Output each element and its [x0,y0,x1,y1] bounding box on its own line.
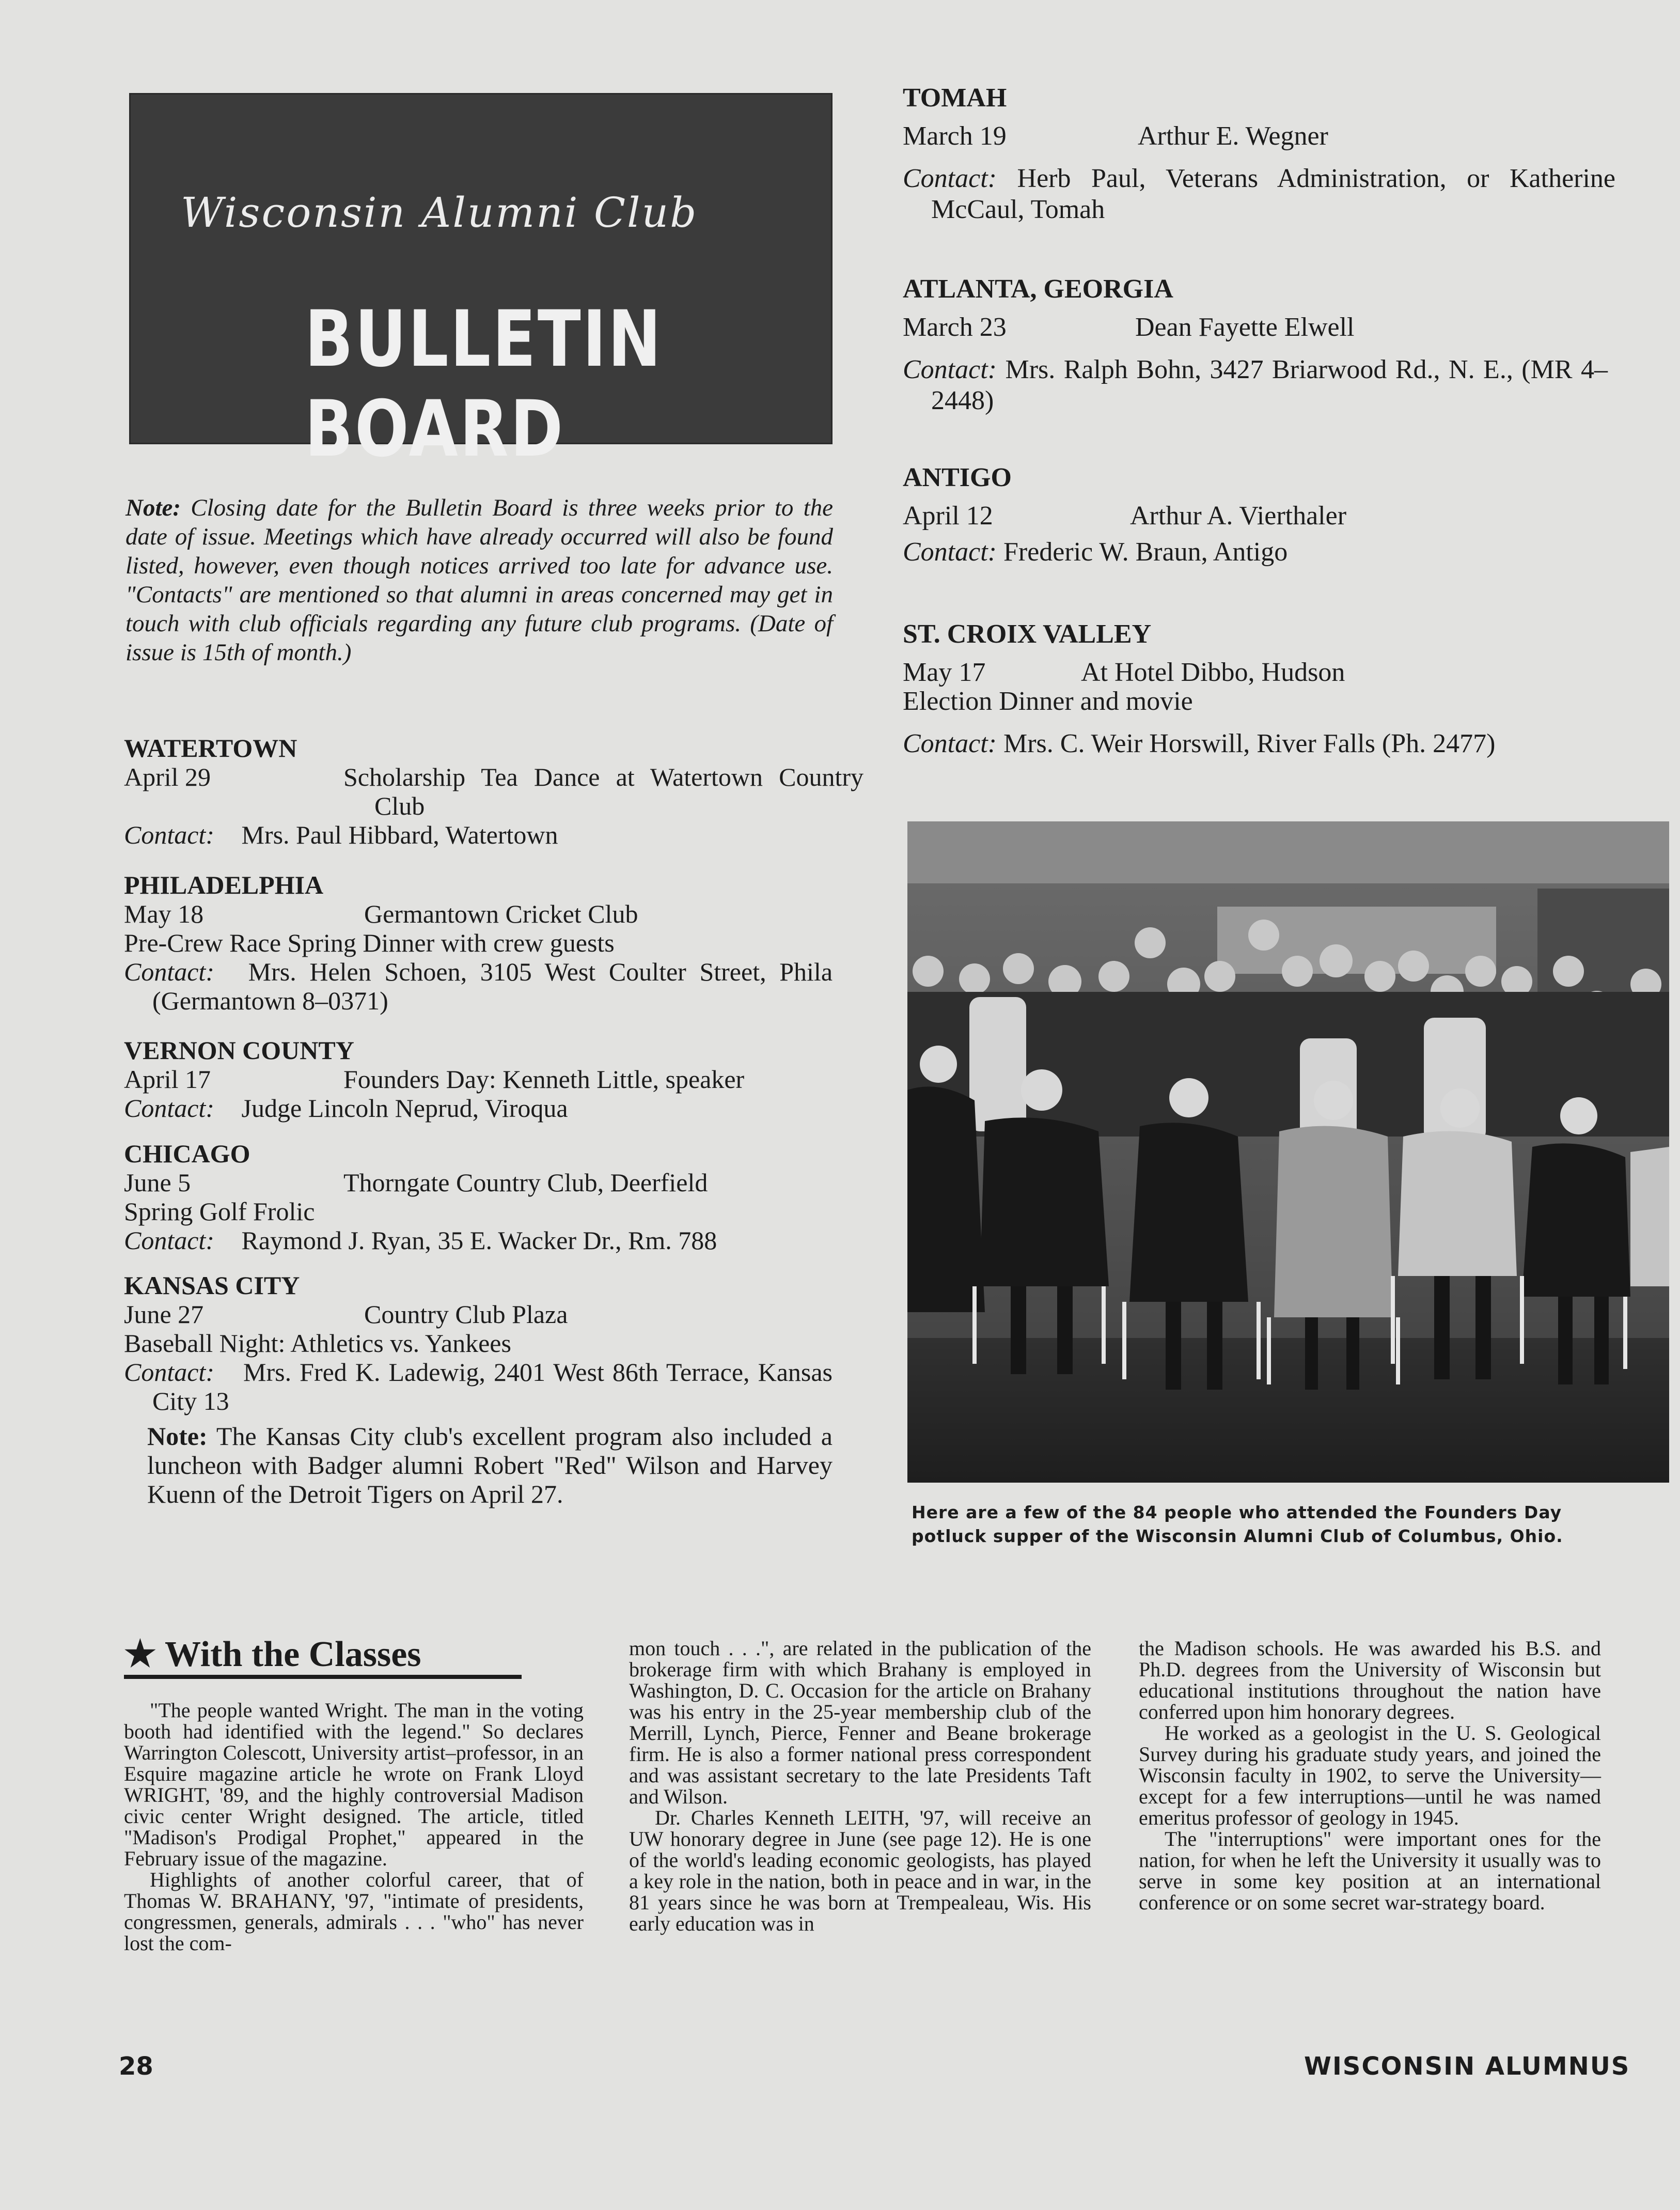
classes-column-2 [629,1638,1091,1934]
bulletin-board-banner [129,93,833,474]
event-kansas-city [124,1271,833,1508]
event-chicago [124,1139,833,1255]
event-atlanta [903,274,1608,416]
event-date: March 23 [903,313,1007,342]
with-the-classes-heading: ★ With the Classes [124,1635,421,1674]
event-contact [124,1226,833,1255]
group-photo [907,821,1669,1483]
event-contact [903,537,1608,568]
event-contact [903,163,1615,225]
contact-value: Mrs. C. Weir Horswill, River Falls (Ph. 2477) [1003,729,1496,758]
event-date: March 19 [903,121,1007,151]
contact-value: Herb Paul, Veterans Administration, or Katherine McCaul, Tomah [931,164,1616,224]
contact-label: Contact: [903,355,997,384]
banner-script-title: Wisconsin Alumni Club [181,189,698,237]
contact-label: Contact: [903,164,997,193]
contact-value: Raymond J. Ryan, 35 E. Wacker Dr., Rm. 788 [241,1226,717,1255]
kansas-city-note [124,1422,833,1508]
contact-label: Contact: [124,820,214,849]
event-st-croix-valley [903,619,1608,759]
contact-value: Mrs. Paul Hibbard, Watertown [241,820,558,849]
event-description: Country Club Plaza [364,1300,568,1329]
classes-column-1 [124,1700,584,1954]
event-contact [124,1094,833,1123]
event-name: KANSAS CITY [124,1271,300,1300]
event-description: Germantown Cricket Club [364,899,638,928]
event-name: TOMAH [903,83,1007,113]
event-description: Arthur E. Wegner [1138,121,1328,151]
event-philadelphia [124,870,833,1015]
paragraph: the Madison schools. He was awarded his B.S. and Ph.D. degrees from the University of Wisconsin but educational institutions throughout the nation have conferred upon him honorary degrees. [1139,1637,1601,1723]
banner-title: BULLETIN BOARD [305,294,663,474]
event-extra: Baseball Night: Athletics vs. Yankees [124,1329,511,1358]
event-date: May 18 [124,899,204,928]
event-name: ATLANTA, GEORGIA [903,274,1173,304]
event-contact [124,1358,833,1415]
event-vernon-county [124,1036,833,1123]
event-date: May 17 [903,658,986,687]
event-name: PHILADELPHIA [124,870,324,899]
photo-caption: Here are a few of the 84 people who attended the Founders Day potluck supper of the Wisconsin Alumni Club of Columbus, Ohio. [912,1502,1563,1546]
paragraph: Highlights of another colorful career, that of Thomas W. BRAHANY, '97, "intimate of presidents, congressmen, generals, admirals . . . "who" has never lost the com- [124,1868,584,1955]
event-contact [124,820,833,849]
event-date: April 12 [903,501,993,531]
event-contact [124,957,833,1015]
group-photo-image [907,821,1669,1483]
event-name: CHICAGO [124,1139,250,1168]
contact-label: Contact: [124,957,214,986]
paragraph: The "interruptions" were important ones for the nation, for when he left the University it usually was to serve in some key position at an international conference or on some secret war-strategy board. [1139,1827,1601,1914]
event-date: June 5 [124,1168,191,1197]
event-description: Dean Fayette Elwell [1135,313,1355,342]
note-label: Note: [125,494,181,521]
event-extra: Spring Golf Frolic [124,1197,315,1226]
contact-value: Mrs. Helen Schoen, 3105 West Coulter Street, Phila (Germantown 8–0371) [152,957,833,1015]
event-date: April 29 [124,762,211,791]
event-watertown [124,734,863,849]
kc-note-text: The Kansas City club's excellent program also included a luncheon with Badger alumni Robert "Red" Wilson and Harvey Kuenn of the Detroit Tigers on April 27. [147,1422,833,1508]
contact-value: Frederic W. Braun, Antigo [1003,537,1288,567]
event-date: June 27 [124,1300,204,1329]
note-text: Closing date for the Bulletin Board is three weeks prior to the date of issue. Meetings which have already occurred will also be found listed, however, even though notices arrived too late for advance use. "Contacts" are mentioned so that alumni in areas concerned may get in touch with club officials regarding any future club programs. (Date of issue is 15th of month.) [125,494,834,666]
event-name: ST. CROIX VALLEY [903,619,1152,649]
paragraph: Dr. Charles Kenneth LEITH, '97, will receive an UW honorary degree in June (see page 12). He is one of the world's leading economic geologists, has played a key role in the nation, both in peace and in war, in the 81 years since he was born at Trempealeau, Wis. His early education was in [629,1806,1091,1935]
event-description: Arthur A. Vierthaler [1130,501,1347,531]
event-tomah [903,83,1615,225]
paragraph: He worked as a geologist in the U. S. Geological Survey during his graduate study years, and joined the Wisconsin faculty in 1902, to serve the University—except for a few interruptions—until he was named emeritus professor of geology in 1945. [1139,1721,1601,1829]
kc-note-label: Note: [147,1422,208,1451]
event-extra: Pre-Crew Race Spring Dinner with crew guests [124,928,615,957]
event-name: ANTIGO [903,463,1012,492]
event-antigo [903,462,1608,568]
event-contact [903,728,1608,759]
event-name: WATERTOWN [124,734,297,762]
event-contact [903,354,1608,416]
event-description: At Hotel Dibbo, Hudson [1081,658,1345,687]
event-description: Founders Day: Kenneth Little, speaker [343,1065,745,1094]
heading-underline [124,1675,522,1679]
contact-value: Mrs. Ralph Bohn, 3427 Briarwood Rd., N. E., (MR 4–2448) [931,355,1608,415]
contact-label: Contact: [903,729,997,758]
publication-name: WISCONSIN ALUMNUS [1304,2052,1630,2081]
event-name: VERNON COUNTY [124,1036,354,1065]
event-description: Thorngate Country Club, Deerfield [343,1168,708,1197]
event-extra: Election Dinner and movie [903,687,1193,716]
contact-label: Contact: [903,537,997,567]
event-date: April 17 [124,1065,211,1094]
contact-value: Mrs. Fred K. Ladewig, 2401 West 86th Terrace, Kansas City 13 [152,1358,833,1415]
contact-label: Contact: [124,1226,214,1255]
contact-label: Contact: [124,1358,214,1387]
page-number: 28 [119,2052,153,2081]
closing-date-note [125,493,833,667]
classes-column-3 [1139,1638,1601,1913]
contact-value: Judge Lincoln Neprud, Viroqua [241,1094,568,1123]
event-description: Scholarship Tea Dance at Watertown Country Club [343,762,863,820]
contact-label: Contact: [124,1094,214,1123]
paragraph: "The people wanted Wright. The man in the voting booth had identified with the legend." So declares Warrington Colescott, University artist–professor, in an Esquire magazine article he wrote on Frank Lloyd WRIGHT, '89, and the highly controversial Madison civic center Wright designed. The article, titled "Madison's Prodigal Prophet," appeared in the February issue of the magazine. [124,1699,584,1870]
paragraph: mon touch . . .", are related in the publication of the brokerage firm with which Brahany is employed in Washington, D. C. Occasion for the article on Brahany was his entry in the 25-year membership club of the Merrill, Lynch, Pierce, Fenner and Beane brokerage firm. He is also a former national press correspondent and was assistant secretary to the late Presidents Taft and Wilson. [629,1637,1091,1808]
